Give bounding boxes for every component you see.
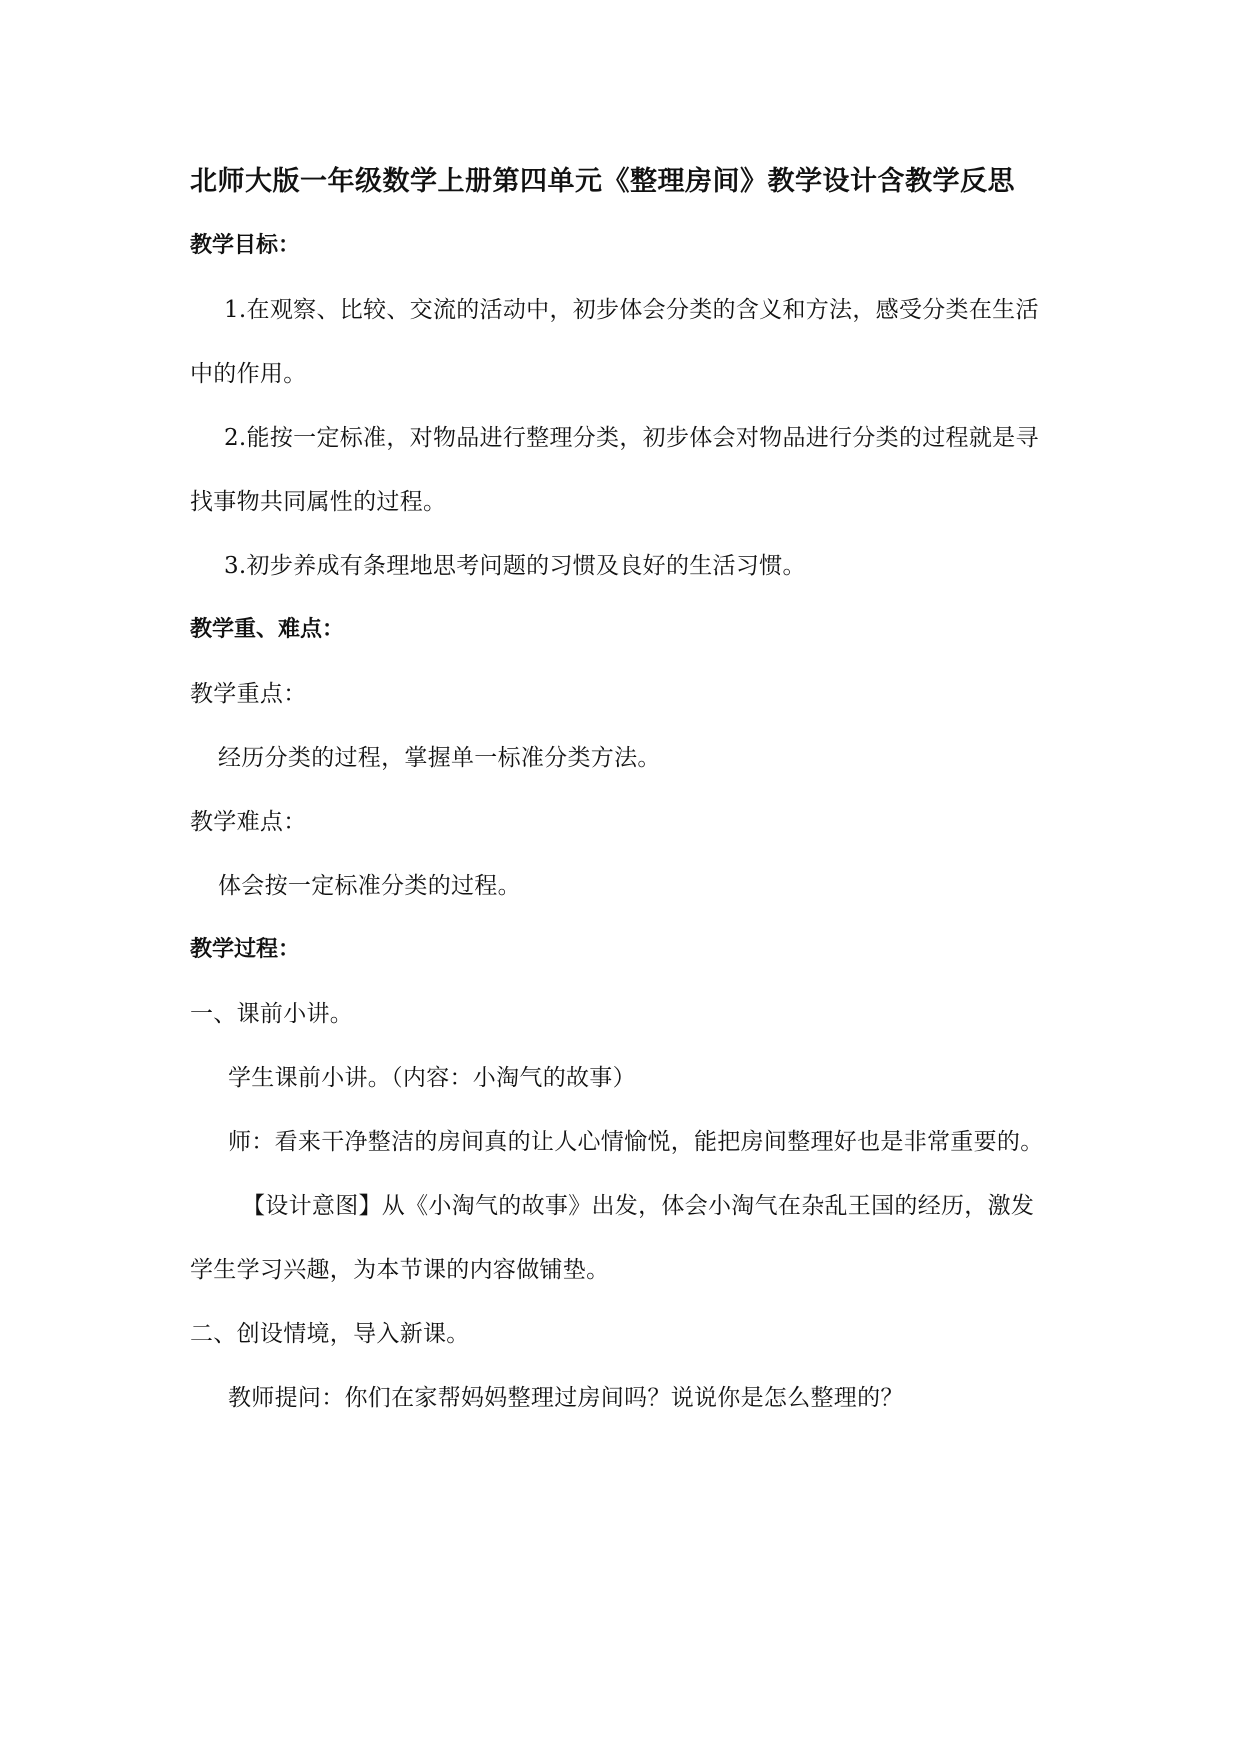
key-point-label: 教学重点： — [190, 681, 307, 707]
difficult-point-label: 教学难点： — [190, 809, 307, 835]
document-title: 北师大版一年级数学上册第四单元《整理房间》教学设计含教学反思 — [190, 166, 1015, 197]
step-1-design: 【设计意图】从《小淘气的故事》出发，体会小淘气在杂乱王国的经历，激发学生学习兴趣，为本节课的内容做铺垫。 — [190, 1193, 1035, 1283]
difficult-point-text: 体会按一定标准分类的过程。 — [218, 873, 521, 899]
objective-3: 3.初步养成有条理地思考问题的习惯及良好的生活习惯。 — [224, 553, 806, 579]
process-heading: 教学过程： — [190, 937, 301, 962]
step-1-title: 一、课前小讲。 — [190, 1001, 354, 1027]
step-2-question: 教师提问：你们在家帮妈妈整理过房间吗？说说你是怎么整理的？ — [228, 1385, 904, 1411]
objective-2: 2.能按一定标准，对物品进行整理分类，初步体会对物品进行分类的过程就是寻找事物共同属性的过程。 — [190, 425, 1039, 515]
key-difficult-heading: 教学重、难点： — [190, 617, 345, 642]
step-1-text: 学生课前小讲。（内容：小淘气的故事） — [228, 1065, 636, 1091]
step-1-teacher: 师：看来干净整洁的房间真的让人心情愉悦，能把房间整理好也是非常重要的。 — [228, 1129, 1044, 1155]
objective-1: 1.在观察、比较、交流的活动中，初步体会分类的含义和方法，感受分类在生活中的作用。 — [190, 297, 1039, 387]
key-point-text: 经历分类的过程，掌握单一标准分类方法。 — [218, 745, 661, 771]
step-2-title: 二、创设情境，导入新课。 — [190, 1321, 470, 1347]
objectives-heading: 教学目标： — [190, 233, 301, 258]
document-body — [190, 150, 1052, 1430]
